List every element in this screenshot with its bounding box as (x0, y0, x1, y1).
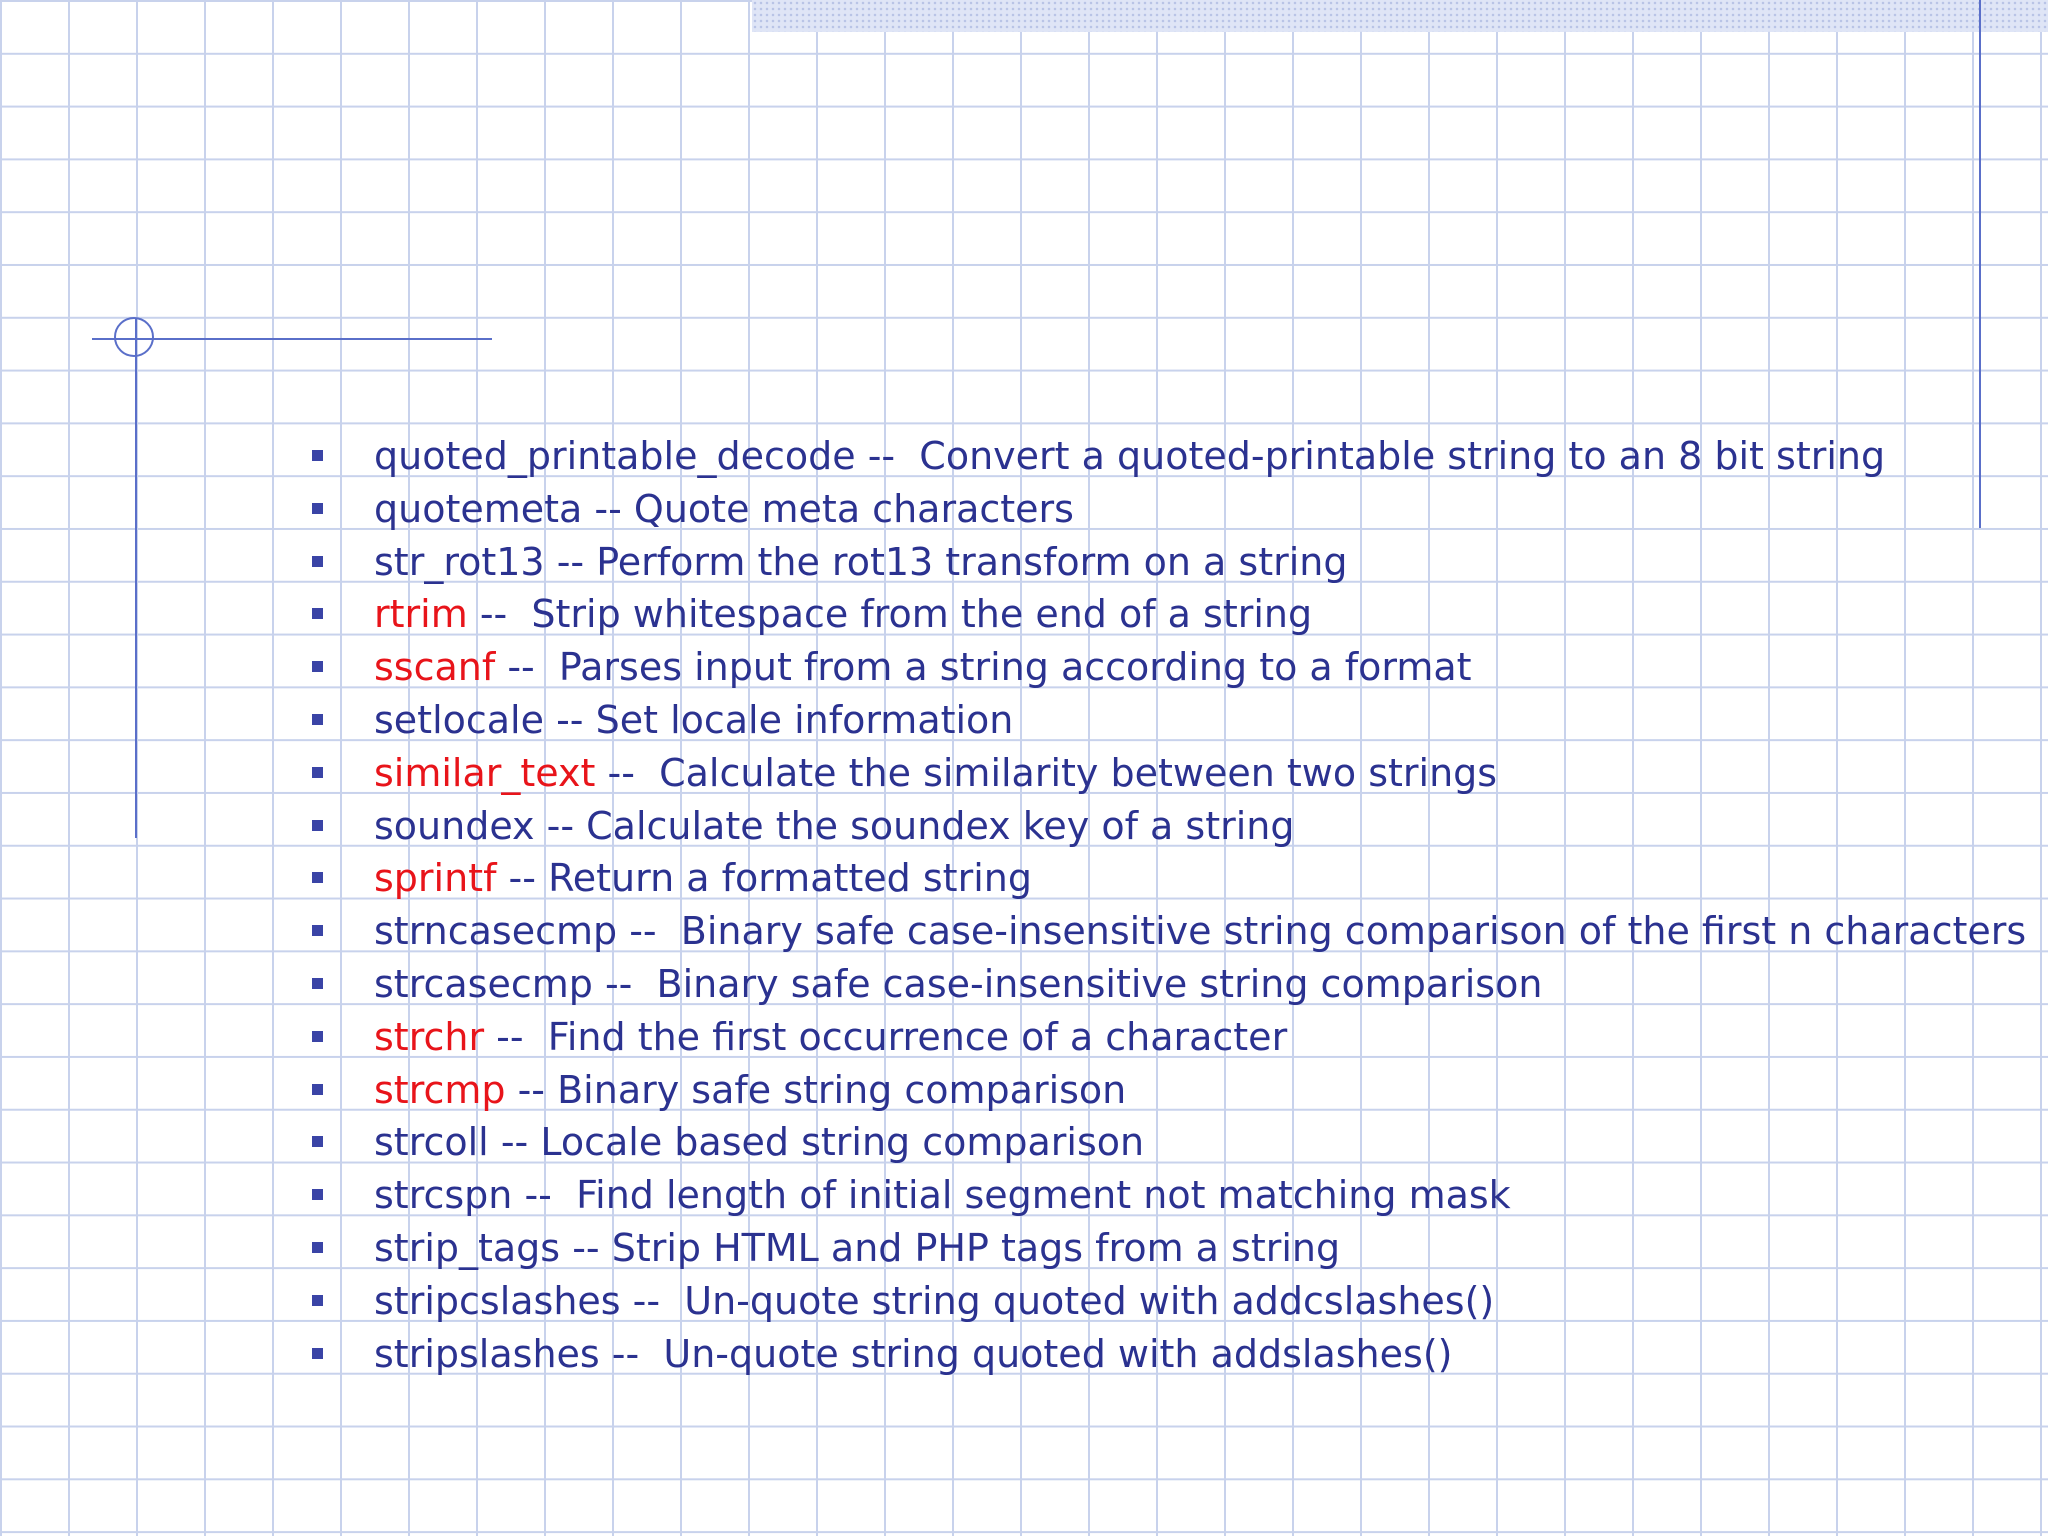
function-name: stripcslashes (374, 1278, 621, 1323)
square-bullet-icon (312, 608, 323, 619)
square-bullet-icon (312, 1031, 323, 1042)
square-bullet-icon (312, 1136, 323, 1147)
left-accent-line (135, 318, 137, 838)
square-bullet-icon (312, 872, 323, 883)
function-name: rtrim (374, 592, 468, 637)
function-description: Find length of initial segment not matching mask (576, 1173, 1511, 1218)
separator: -- (544, 697, 596, 742)
separator: -- (505, 1067, 558, 1112)
function-name: strncasecmp (374, 909, 618, 954)
separator: -- (488, 1120, 541, 1165)
separator: -- (592, 961, 657, 1006)
function-name: soundex (374, 803, 535, 848)
function-description: Calculate the soundex key of a string (586, 803, 1295, 848)
square-bullet-icon (312, 450, 323, 461)
function-description: Parses input from a string according to a format (558, 645, 1472, 690)
function-name: strcmp (374, 1067, 506, 1112)
function-name: strcasecmp (374, 961, 593, 1006)
list-item (308, 483, 2026, 536)
list-item (308, 1328, 2026, 1381)
function-name: strip_tags (374, 1225, 561, 1270)
square-bullet-icon (312, 1295, 323, 1306)
list-item (308, 430, 2026, 483)
function-description: Return a formatted string (548, 856, 1032, 901)
separator: -- (595, 750, 660, 795)
square-bullet-icon (312, 767, 323, 778)
list-item (308, 905, 2026, 958)
function-description: Convert a quoted-printable string to an 8 bit string (919, 434, 1886, 478)
function-description: Binary safe case-insensitive string comparison (656, 961, 1543, 1006)
function-description: Un-quote string quoted with addslashes() (663, 1331, 1453, 1376)
separator: -- (534, 803, 587, 848)
function-name: quotemeta (374, 486, 583, 531)
list-item (308, 747, 2026, 800)
separator: -- (467, 592, 532, 637)
list-item (308, 1169, 2026, 1222)
function-name: strcspn (374, 1173, 513, 1218)
square-bullet-icon (312, 820, 323, 831)
list-item (308, 1222, 2026, 1275)
separator: -- (617, 909, 681, 954)
function-description: Binary safe string comparison (557, 1067, 1127, 1112)
separator: -- (855, 434, 920, 478)
function-description: Find the first occurrence of a character (547, 1014, 1288, 1059)
square-bullet-icon (312, 503, 323, 514)
list-item (308, 536, 2026, 589)
square-bullet-icon (312, 556, 323, 567)
list-item (308, 694, 2026, 747)
function-name: setlocale (374, 697, 544, 742)
function-name: strchr (374, 1014, 485, 1059)
top-pattern-band (752, 0, 2048, 32)
separator: -- (560, 1225, 612, 1270)
function-description: Strip whitespace from the end of a string (531, 592, 1313, 637)
separator: -- (599, 1331, 664, 1376)
function-description: Calculate the similarity between two strings (659, 750, 1498, 795)
list-item (308, 958, 2026, 1011)
square-bullet-icon (312, 925, 323, 936)
function-description: Binary safe case-insensitive string comparison of the first n characters (680, 909, 2027, 954)
list-item (308, 1275, 2026, 1328)
list-item (308, 1064, 2026, 1117)
separator: -- (484, 1014, 548, 1059)
function-description: Strip HTML and PHP tags from a string (611, 1225, 1341, 1270)
list-item (308, 1011, 2026, 1064)
function-name: strcoll (374, 1120, 489, 1165)
crosshair-circle-icon (114, 317, 154, 357)
separator: -- (582, 486, 634, 531)
list-item (308, 1116, 2026, 1169)
square-bullet-icon (312, 978, 323, 989)
square-bullet-icon (312, 1084, 323, 1095)
square-bullet-icon (312, 1189, 323, 1200)
function-name: sprintf (374, 856, 497, 901)
separator: -- (512, 1173, 577, 1218)
list-item (308, 641, 2026, 694)
function-description: Locale based string comparison (540, 1120, 1145, 1165)
square-bullet-icon (312, 1242, 323, 1253)
list-item (308, 800, 2026, 853)
function-description: Perform the rot13 transform on a string (596, 539, 1348, 584)
function-name: similar_text (374, 750, 596, 795)
separator: -- (544, 539, 597, 584)
separator: -- (620, 1278, 685, 1323)
list-item (308, 588, 2026, 641)
list-item (308, 852, 2026, 905)
function-description: Un-quote string quoted with addcslashes() (684, 1278, 1495, 1323)
square-bullet-icon (312, 661, 323, 672)
square-bullet-icon (312, 1348, 323, 1359)
separator: -- (495, 645, 559, 690)
function-name: stripslashes (374, 1331, 600, 1376)
square-bullet-icon (312, 714, 323, 725)
function-list (308, 430, 2026, 1380)
separator: -- (496, 856, 549, 901)
function-name: str_rot13 (374, 539, 545, 584)
function-description: Quote meta characters (633, 486, 1074, 531)
function-name: quoted_printable_decode (374, 434, 856, 478)
function-name: sscanf (374, 645, 496, 690)
function-description: Set locale information (595, 697, 1014, 742)
